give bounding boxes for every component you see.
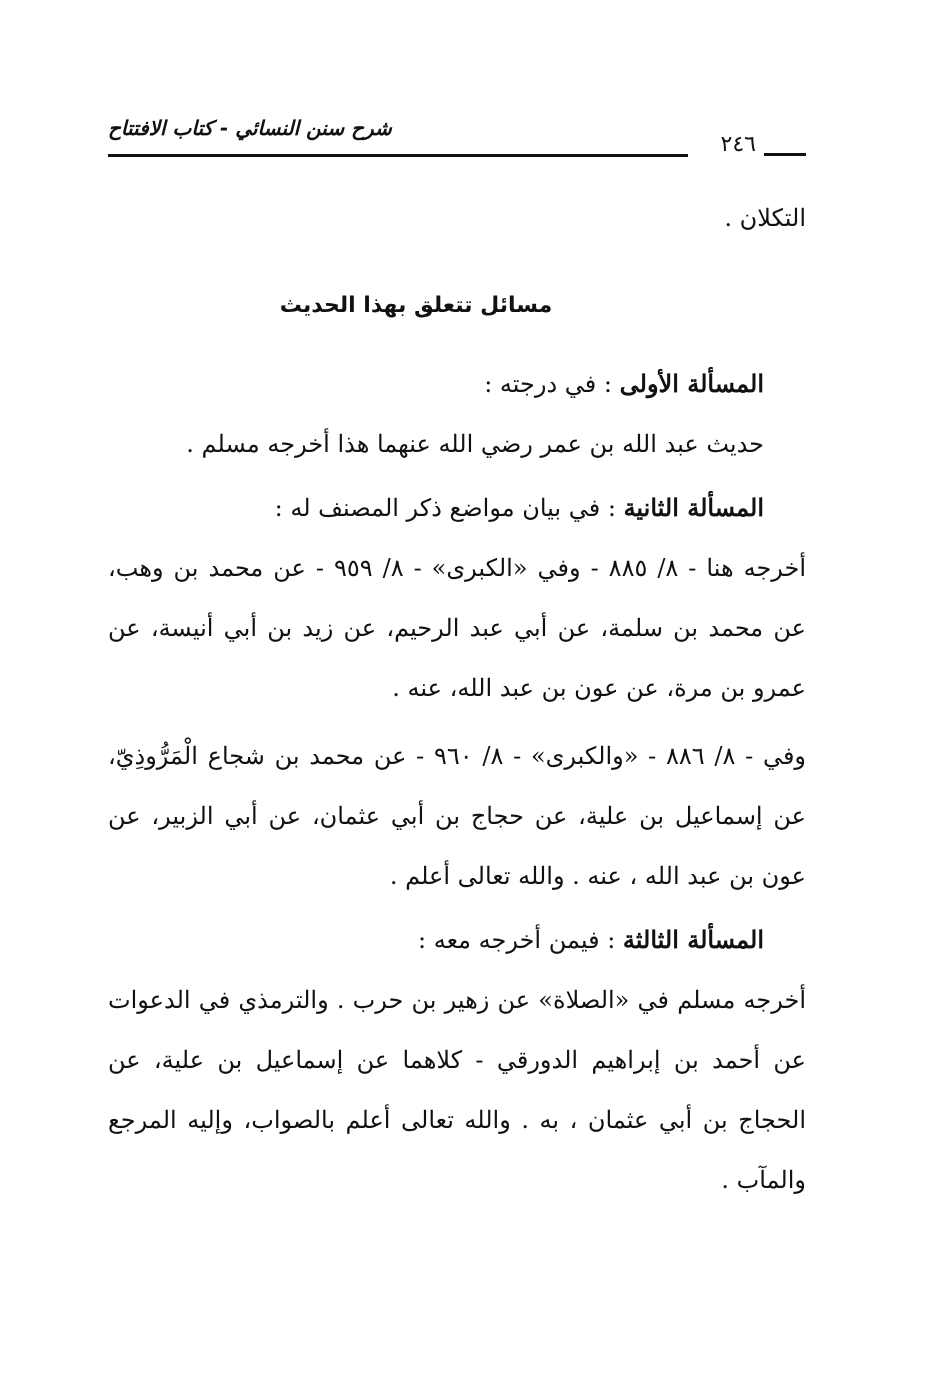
- opening-line: التكلان .: [724, 204, 806, 232]
- issue-3-header: [108, 910, 764, 970]
- issue-1-header: [108, 354, 764, 414]
- issue-2-paragraph-2: وفي - ٨/ ٨٨٦ - «والكبرى» - ٨/ ٩٦٠ - عن محمد بن شجاع الْمَرُّوذِيّ، عن إسماعيل بن علية، عن حجاج بن أبي عثمان، عن أبي الزبير، عن عون بن عبد الله ، عنه . والله تعالى أعلم .: [108, 742, 807, 890]
- issue-3-paragraph-1: أخرجه مسلم في «الصلاة» عن زهير بن حرب . والترمذي في الدعوات عن أحمد بن إبراهيم الدورقي - كلاهما عن إسماعيل بن علية، عن الحجاج بن أبي عثمان ، به . والله تعالى أعلم بالصواب، وإليه المرجع والمآب .: [108, 986, 806, 1194]
- issue-2-title: المسألة الثانية: [623, 493, 764, 522]
- issue-2-paragraph-1: أخرجه هنا - ٨/ ٨٨٥ - وفي «الكبرى» - ٨/ ٩٥٩ - عن محمد بن وهب، عن محمد بن سلمة، عن أبي عبد الرحيم، عن زيد بن أبي أنيسة، عن عمرو بن مرة، عن عون بن عبد الله، عنه .: [108, 554, 807, 702]
- issue-1-title: المسألة الأولى: [619, 369, 764, 398]
- page-number-dash: [764, 153, 806, 156]
- header-rule: [108, 154, 688, 157]
- page-number: ٢٤٦: [720, 132, 756, 157]
- page-content: [108, 188, 807, 1210]
- issue-1-subtitle: : في درجته :: [484, 370, 612, 398]
- running-title: شرح سنن النسائي - كتاب الافتتاح: [108, 116, 392, 140]
- page-header: [108, 112, 806, 160]
- issue-3-title: المسألة الثالثة: [622, 925, 764, 954]
- issue-2-subtitle: : في بيان مواضع ذكر المصنف له :: [274, 494, 616, 522]
- issue-3-subtitle: : فيمن أخرجه معه :: [417, 926, 616, 954]
- issue-1-text: حديث عبد الله بن عمر رضي الله عنهما هذا أخرجه مسلم .: [186, 430, 764, 458]
- section-heading: مسائل تتعلق بهذا الحديث: [279, 293, 553, 318]
- issue-2-header: [108, 478, 764, 538]
